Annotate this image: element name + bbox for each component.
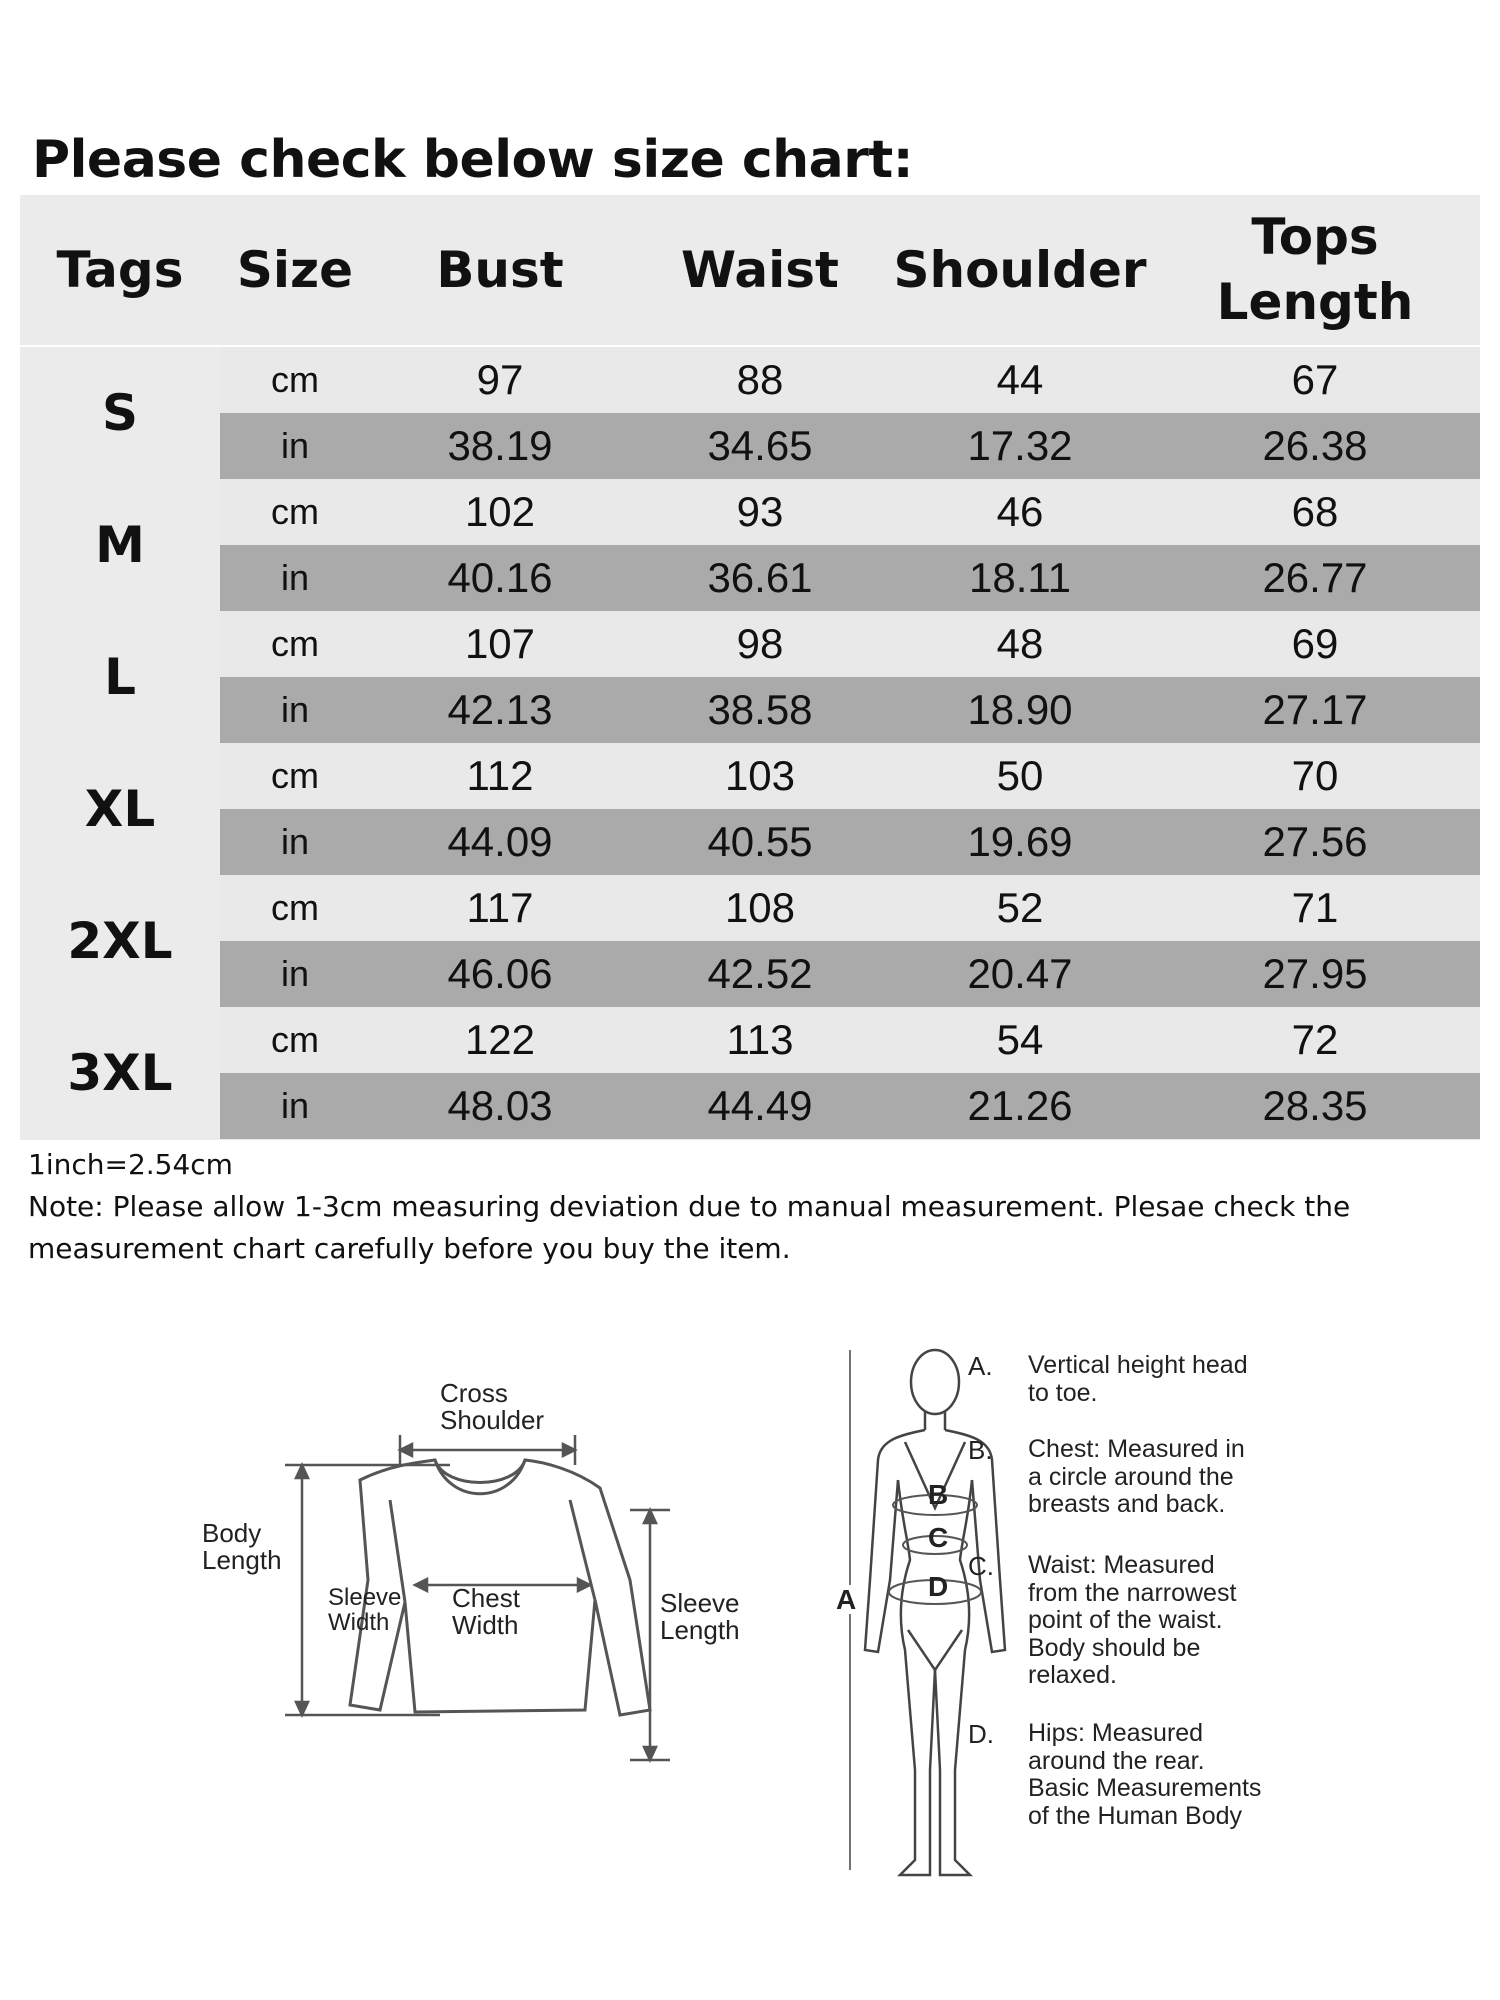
legend-letter: C. xyxy=(968,1551,994,1581)
unit-cell: in xyxy=(280,689,310,730)
measurement-cell: 102 xyxy=(464,488,536,535)
legend-text-line: of the Human Body xyxy=(1028,1801,1243,1830)
measurement-cell: 122 xyxy=(464,1016,536,1063)
measurement-cell: 72 xyxy=(1291,1016,1339,1063)
sleeve-length-label xyxy=(660,1590,740,1645)
legend-text-line: Basic Measurements xyxy=(1028,1774,1262,1802)
measurement-cell: 38.19 xyxy=(447,422,553,469)
measurement-cell: 68 xyxy=(1291,488,1339,535)
header-tops-length: Tops Length xyxy=(1216,208,1414,331)
unit-cell: cm xyxy=(271,491,319,532)
header-size: Size xyxy=(236,240,354,299)
unit-cell: cm xyxy=(271,755,319,796)
measurement-cell: 26.77 xyxy=(1262,554,1368,601)
unit-cell: in xyxy=(280,821,310,862)
chest-width-label-line1: Chest xyxy=(452,1583,520,1613)
size-tag-cell: M xyxy=(95,516,145,574)
conversion-note: 1inch=2.54cm xyxy=(28,1148,233,1181)
page-title: Please check below size chart: xyxy=(32,130,914,190)
sleeve-width-label-line2: Width xyxy=(328,1609,390,1637)
legend-text-line: Body should be xyxy=(1028,1633,1201,1662)
size-tag-cell: L xyxy=(104,648,136,706)
table-row-in xyxy=(220,545,1480,611)
table-row-cm xyxy=(220,1007,1480,1073)
size-tag-cell: 3XL xyxy=(67,1044,173,1102)
marker-b: B xyxy=(928,1479,949,1510)
measurement-cell: 18.90 xyxy=(967,686,1073,733)
unit-cell: cm xyxy=(271,887,319,928)
legend-item xyxy=(968,1551,1237,1690)
measurement-cell: 103 xyxy=(724,752,796,799)
measurement-cell: 26.38 xyxy=(1262,422,1368,469)
unit-cell: cm xyxy=(271,359,319,400)
legend-letter: B. xyxy=(968,1435,993,1465)
measurement-cell: 46 xyxy=(996,488,1044,535)
header-shoulder: Shoulder xyxy=(893,240,1147,299)
legend-letter: A. xyxy=(968,1351,993,1381)
sleeve-length-label-line1: Sleeve xyxy=(660,1588,740,1618)
measurement-cell: 108 xyxy=(724,884,796,931)
legend-text-line: a circle around the xyxy=(1028,1462,1234,1491)
measurement-note-line-1: Note: Please allow 1-3cm measuring deviation due to manual measurement. Plesae check the xyxy=(28,1190,1351,1223)
body-length-label-line2: Length xyxy=(202,1545,282,1576)
unit-cell: cm xyxy=(271,623,319,664)
unit-cell: in xyxy=(280,425,310,466)
unit-cell: in xyxy=(280,953,310,994)
measurement-cell: 50 xyxy=(996,752,1044,799)
measurement-cell: 88 xyxy=(736,356,784,403)
measurement-cell: 117 xyxy=(466,884,534,931)
sleeve-width-label-line1: Sleeve xyxy=(328,1584,402,1611)
measurement-cell: 54 xyxy=(996,1016,1044,1063)
header-tags: Tags xyxy=(56,240,184,299)
table-row-cm xyxy=(220,875,1480,941)
measurement-cell: 44.09 xyxy=(447,818,553,865)
body-length-label-line1: Body xyxy=(202,1518,262,1548)
measurement-cell: 20.47 xyxy=(967,950,1073,997)
measurement-cell: 38.58 xyxy=(707,686,813,733)
legend-text-line: from the narrowest xyxy=(1028,1578,1237,1607)
legend-text-line: to toe. xyxy=(1028,1378,1098,1407)
marker-a: A xyxy=(836,1584,857,1615)
body-length-label xyxy=(202,1520,282,1575)
chest-width-label xyxy=(452,1585,520,1640)
unit-cell: in xyxy=(280,1085,310,1126)
legend-text-line: Chest: Measured in xyxy=(1028,1435,1245,1463)
legend-item xyxy=(968,1435,1245,1519)
measurement-cell: 48 xyxy=(996,620,1044,667)
measurement-cell: 28.35 xyxy=(1262,1082,1368,1129)
measurement-cell: 34.65 xyxy=(707,422,813,469)
legend-text-line: Waist: Measured xyxy=(1028,1551,1215,1579)
legend-text-line: Hips: Measured xyxy=(1028,1719,1204,1747)
garment-diagram xyxy=(190,1370,780,1770)
measurement-cell: 93 xyxy=(736,488,784,535)
table-row-in xyxy=(220,809,1480,875)
header-waist: Waist xyxy=(681,240,839,299)
marker-d: D xyxy=(928,1571,949,1602)
measurement-cell: 112 xyxy=(466,752,534,799)
legend-text-line: Vertical height head xyxy=(1028,1351,1248,1379)
measurement-cell: 52 xyxy=(996,884,1044,931)
legend-text-line: around the rear. xyxy=(1028,1746,1205,1775)
body-diagram xyxy=(830,1330,1010,1890)
measurement-cell: 27.95 xyxy=(1262,950,1368,997)
measurement-cell: 21.26 xyxy=(967,1082,1073,1129)
unit-cell: cm xyxy=(271,1019,319,1060)
legend-text-line: breasts and back. xyxy=(1028,1490,1226,1518)
table-row-in xyxy=(220,677,1480,743)
measurement-cell: 107 xyxy=(464,620,536,667)
measurement-cell: 27.56 xyxy=(1262,818,1368,865)
measurement-cell: 27.17 xyxy=(1262,686,1368,733)
measurement-cell: 69 xyxy=(1291,620,1339,667)
table-header xyxy=(20,195,1480,347)
measurement-cell: 42.52 xyxy=(707,950,813,997)
measurement-cell: 46.06 xyxy=(447,950,553,997)
chest-width-label-line2: Width xyxy=(452,1610,519,1641)
measurement-note-line-2: measurement chart carefully before you buy the item. xyxy=(28,1232,791,1265)
measurement-cell: 19.69 xyxy=(967,818,1073,865)
measurement-cell: 44.49 xyxy=(707,1082,813,1129)
table-row-cm xyxy=(220,611,1480,677)
unit-cell: in xyxy=(280,557,310,598)
measurement-cell: 48.03 xyxy=(447,1082,553,1129)
measurement-cell: 36.61 xyxy=(707,554,813,601)
legend-item xyxy=(968,1351,1248,1407)
measurement-cell: 40.55 xyxy=(707,818,813,865)
size-chart-table xyxy=(20,195,1480,1140)
sleeve-length-label-line2: Length xyxy=(660,1615,740,1646)
size-tag-cell: S xyxy=(101,384,138,442)
table-row-in xyxy=(220,1073,1480,1139)
table-row-cm xyxy=(220,347,1480,413)
cross-shoulder-label-line1: Cross xyxy=(440,1378,508,1408)
legend-item xyxy=(968,1719,1262,1830)
measurement-cell: 17.32 xyxy=(967,422,1073,469)
sleeve-width-label xyxy=(328,1585,401,1635)
cross-shoulder-label xyxy=(440,1380,544,1435)
measurement-cell: 44 xyxy=(996,356,1044,403)
marker-c: C xyxy=(928,1522,949,1553)
measurement-cell: 18.11 xyxy=(969,554,1071,601)
header-bust: Bust xyxy=(436,240,564,299)
measurement-cell: 67 xyxy=(1291,356,1339,403)
measurement-cell: 70 xyxy=(1291,752,1339,799)
table-row-cm xyxy=(220,479,1480,545)
size-tag-cell: XL xyxy=(84,780,156,838)
measurement-cell: 42.13 xyxy=(447,686,553,733)
size-tag-cell: 2XL xyxy=(67,912,173,970)
legend-text-line: point of the waist. xyxy=(1028,1606,1223,1634)
legend-text-line: relaxed. xyxy=(1028,1661,1117,1689)
legend-letter: D. xyxy=(968,1719,994,1749)
measurement-cell: 98 xyxy=(736,620,784,667)
measurement-cell: 97 xyxy=(476,356,524,403)
table-row-in xyxy=(220,413,1480,479)
table-row-in xyxy=(220,941,1480,1007)
table-row-cm xyxy=(220,743,1480,809)
human-body-outline-icon xyxy=(830,1330,1010,1890)
measurement-cell: 71 xyxy=(1291,884,1339,931)
measurement-cell: 113 xyxy=(726,1016,794,1063)
measurement-cell: 40.16 xyxy=(447,554,553,601)
cross-shoulder-label-line2: Shoulder xyxy=(440,1405,545,1436)
